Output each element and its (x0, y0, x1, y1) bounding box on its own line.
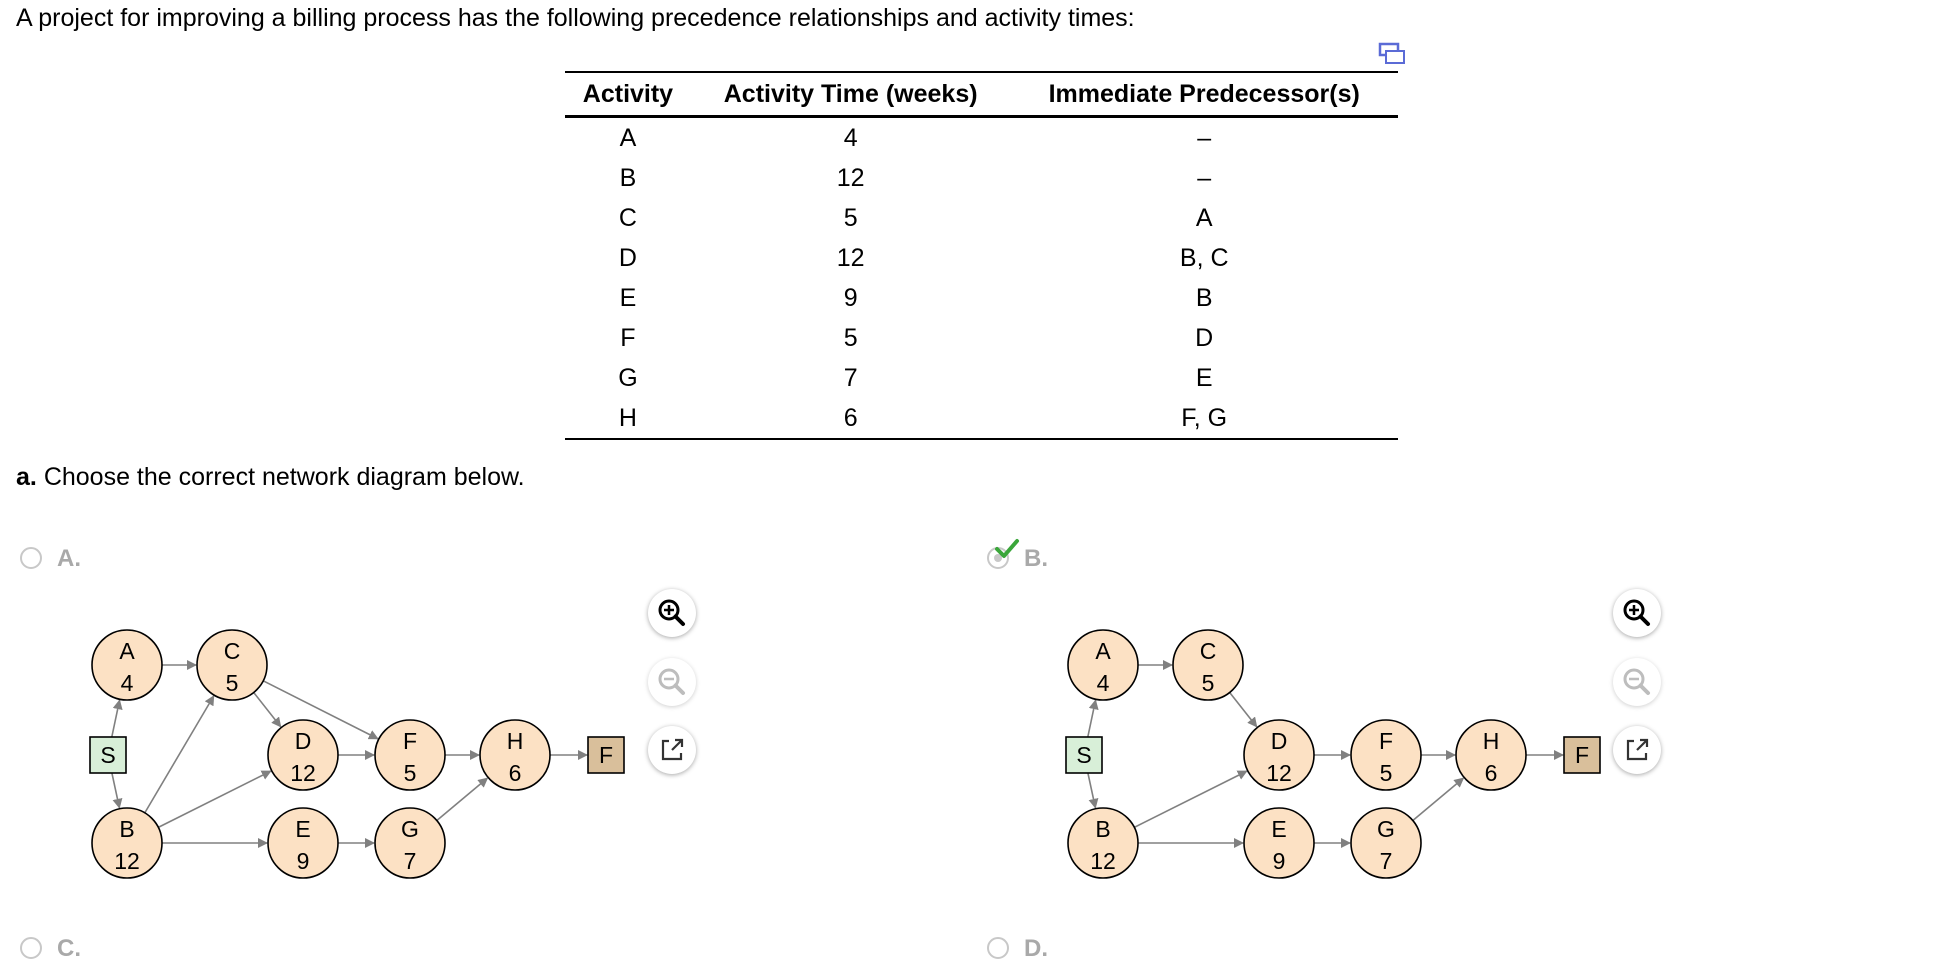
table-cell: D (1195, 323, 1214, 352)
node-time: 7 (403, 848, 417, 874)
node-time: 5 (225, 670, 239, 696)
node-name: D (294, 728, 312, 754)
table-cell: G (618, 363, 638, 392)
activity-node-f (1351, 720, 1421, 790)
node-time: 12 (114, 848, 140, 874)
node-name: E (295, 816, 311, 842)
node-time: 9 (296, 848, 310, 874)
node-time: 4 (1096, 670, 1110, 696)
question-text: A project for improving a billing process has the following precedence relationships and activity times: (16, 4, 1135, 32)
node-time: 6 (508, 760, 522, 786)
table-cell: 5 (843, 323, 858, 352)
arrow-g-to-h (1413, 778, 1464, 820)
activity-node-a (1068, 630, 1138, 700)
open-external-button-a[interactable] (648, 726, 696, 774)
start-label: S (100, 742, 116, 768)
node-time: 5 (1201, 670, 1215, 696)
node-name: F (402, 728, 418, 754)
part-a-prefix: a. (16, 463, 37, 491)
activity-node-h (1456, 720, 1526, 790)
node-time: 12 (290, 760, 316, 786)
node-time: 5 (403, 760, 417, 786)
activity-node-b (1068, 808, 1138, 878)
activity-node-e (1244, 808, 1314, 878)
zoom-out-icon (648, 658, 696, 706)
table-cell: – (1197, 163, 1212, 192)
arrow-s-to-a (1088, 700, 1096, 737)
table-cell: 5 (843, 203, 858, 232)
option-d-label[interactable]: D. (1024, 935, 1048, 962)
table-cell: F (620, 323, 636, 352)
zoom-out-button-b[interactable] (1613, 658, 1661, 706)
table-cell: D (618, 243, 637, 272)
table-cell: E (619, 283, 637, 312)
start-node (1066, 737, 1102, 773)
table-header: Activity Time (weeks) (691, 72, 1011, 117)
table-cell: 9 (843, 283, 858, 312)
arrow-s-to-b (1088, 773, 1096, 808)
node-name: H (506, 728, 524, 754)
table-cell: 12 (836, 163, 865, 192)
zoom-in-icon (1613, 589, 1661, 637)
node-name: C (223, 638, 241, 664)
node-time: 12 (1266, 760, 1292, 786)
arrow-c-to-d (1230, 692, 1257, 726)
table-cell: B (1195, 283, 1213, 312)
zoom-out-icon (1613, 658, 1661, 706)
node-time: 12 (1090, 848, 1116, 874)
zoom-in-button-b[interactable] (1613, 589, 1661, 637)
zoom-in-icon (648, 589, 696, 637)
node-time: 7 (1379, 848, 1393, 874)
node-name: C (1199, 638, 1217, 664)
zoom-out-button-a[interactable] (648, 658, 696, 706)
node-name: B (119, 816, 135, 842)
node-name: B (1095, 816, 1111, 842)
finish-label: F (1574, 742, 1590, 768)
node-name: H (1482, 728, 1500, 754)
node-name: E (1271, 816, 1287, 842)
node-name: F (1378, 728, 1394, 754)
activity-node-g (1351, 808, 1421, 878)
activity-node-c (1173, 630, 1243, 700)
node-name: A (119, 638, 135, 664)
table-cell: A (619, 123, 637, 152)
table-cell: A (1195, 203, 1213, 232)
activity-node-d (1244, 720, 1314, 790)
table-cell: 6 (691, 398, 1011, 439)
node-time: 4 (120, 670, 134, 696)
table-cell: C (618, 203, 637, 232)
option-b-label[interactable]: B. (1024, 545, 1048, 572)
table-cell: 12 (836, 243, 865, 272)
node-name: G (401, 816, 419, 842)
table-cell: 7 (843, 363, 858, 392)
finish-node (1564, 737, 1600, 773)
table-header: Activity (565, 72, 691, 117)
arrow-b-to-d (1134, 771, 1246, 827)
option-c-label[interactable]: C. (57, 935, 81, 962)
table-cell: – (1197, 123, 1212, 152)
node-time: 5 (1379, 760, 1393, 786)
table-cell: B (619, 163, 637, 192)
table-header: Immediate Predecessor(s) (1010, 72, 1398, 117)
table-cell: F, G (1010, 398, 1398, 439)
start-label: S (1076, 742, 1092, 768)
table-cell: 4 (843, 123, 858, 152)
table-cell: E (1195, 363, 1213, 392)
external-link-icon (1613, 726, 1661, 774)
table-cell: H (565, 398, 691, 439)
finish-label: F (598, 742, 614, 768)
node-time: 9 (1272, 848, 1286, 874)
part-a-text: Choose the correct network diagram below. (43, 463, 525, 491)
external-link-icon (648, 726, 696, 774)
node-name: A (1095, 638, 1111, 664)
open-external-button-b[interactable] (1613, 726, 1661, 774)
option-a-label[interactable]: A. (57, 545, 81, 572)
table-cell: B, C (1179, 243, 1229, 272)
zoom-in-button-a[interactable] (648, 589, 696, 637)
node-name: D (1270, 728, 1288, 754)
node-name: G (1377, 816, 1395, 842)
node-time: 6 (1484, 760, 1498, 786)
